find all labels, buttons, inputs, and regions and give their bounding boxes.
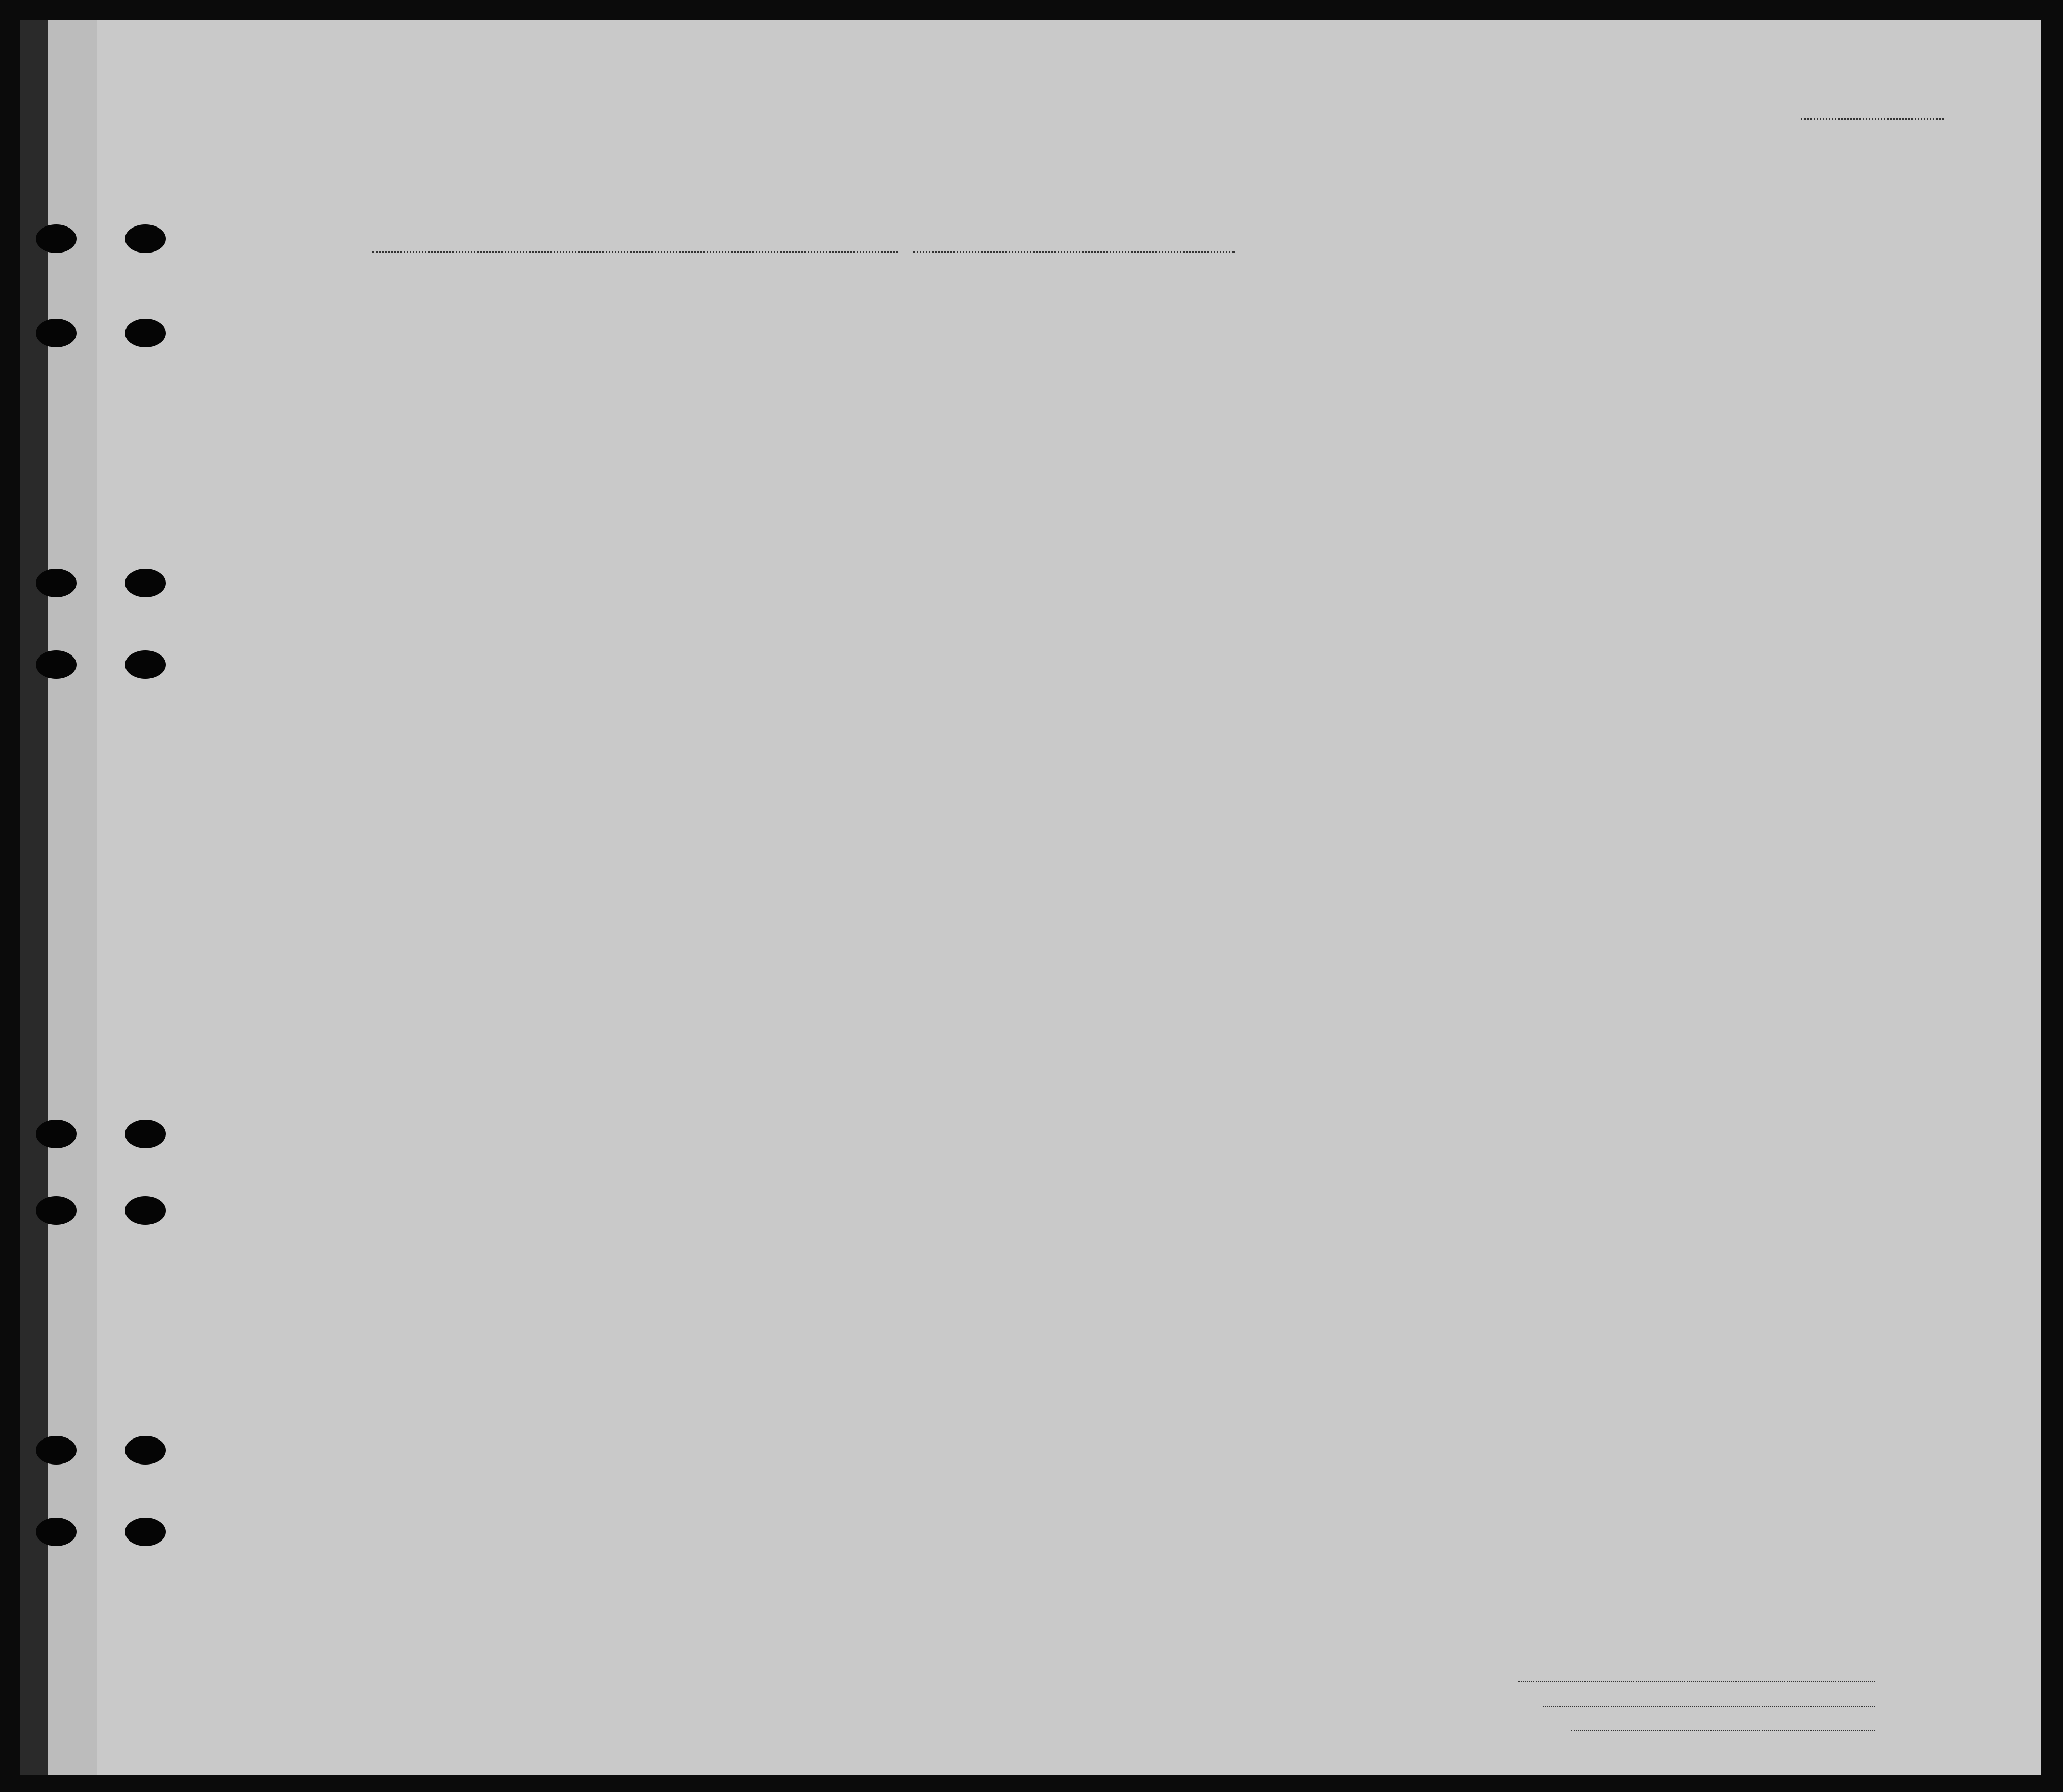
header-purpose-citizen [1286,347,1312,436]
header-polygamist [1362,314,1387,436]
header-anarchist [1389,314,1413,436]
header-inches [1700,388,1722,436]
header-purpose-length [1257,347,1284,436]
owners-fill-line [1543,1706,1875,1707]
header-arrested [1530,314,1551,436]
header-feet [1675,388,1698,436]
header-possession-50 [727,309,756,436]
manifest-grid [20,20,2041,1775]
manifest-sheet [20,20,2041,1775]
header-excluded [1507,314,1528,436]
agents-fill-line [1571,1730,1875,1731]
header-overthrow [1414,314,1465,436]
header-purpose-return [1209,347,1255,436]
line-fill-line [1518,1681,1875,1682]
header-ticket [607,314,636,436]
header-prison [1317,314,1360,436]
header-offer-labor [1467,314,1506,436]
